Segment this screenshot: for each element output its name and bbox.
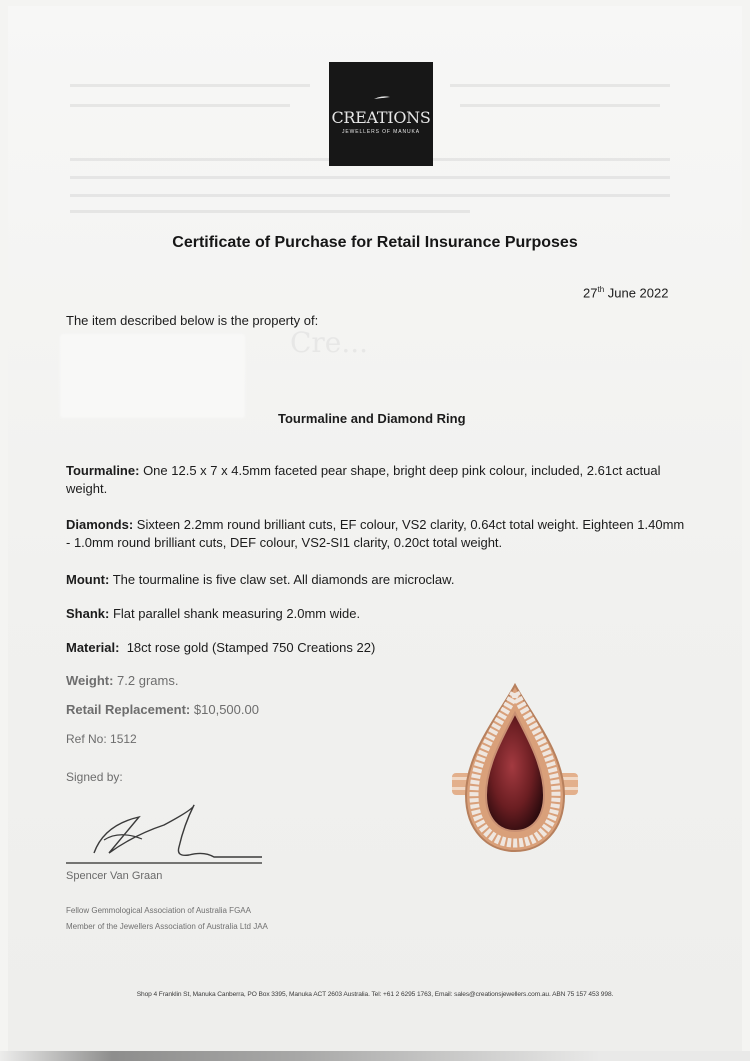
bleed-through-line: [70, 84, 310, 87]
bleed-through-line: [450, 84, 670, 87]
watermark: Cre...: [290, 326, 369, 359]
weight-detail: Weight: 7.2 grams.: [66, 673, 179, 688]
diamonds-detail: Diamonds: Sixteen 2.2mm round brilliant cuts, EF colour, VS2 clarity, 0.64ct total weight. Eighteen 1.40mm - 1.0mm round brilliant cuts, DEF colour, VS2-SI1 clarity, 0.20ct total weight.: [66, 517, 685, 550]
ring-photo: [452, 683, 578, 855]
certificate-date: 27th June 2022: [583, 285, 669, 301]
logo-mark-icon: [373, 95, 391, 101]
material-detail: Material: 18ct rose gold (Stamped 750 Creations 22): [66, 640, 376, 655]
creations-logo: [329, 62, 433, 166]
affiliation-jaa: Member of the Jewellers Association of Australia Ltd JAA: [66, 922, 268, 931]
bleed-through-line: [70, 104, 290, 107]
signed-by-label: Signed by:: [66, 770, 123, 784]
affiliation-fgaa: Fellow Gemmological Association of Australia FGAA: [66, 906, 251, 915]
mount-detail: Mount: The tourmaline is five claw set. All diamonds are microclaw.: [66, 572, 455, 587]
scan-edge: [0, 1051, 750, 1061]
retail-replacement-detail: Retail Replacement: $10,500.00: [66, 702, 259, 717]
shank-detail: Shank: Flat parallel shank measuring 2.0mm wide.: [66, 606, 361, 621]
redacted-owner-details: [60, 334, 245, 418]
bleed-through-line: [460, 104, 660, 107]
item-title: Tourmaline and Diamond Ring: [278, 411, 466, 426]
footer-contact: Shop 4 Franklin St, Manuka Canberra, PO Box 3395, Manuka ACT 2603 Australia. Tel: +61 2 6295 1763, Email: sales@creationsjewellers.com.au. ABN 75 157 453 998.: [136, 991, 614, 998]
bleed-through-line: [70, 176, 670, 179]
signer-name: Spencer Van Graan: [66, 870, 163, 882]
signature-icon: [64, 795, 264, 870]
tourmaline-detail: Tourmaline: One 12.5 x 7 x 4.5mm faceted pear shape, bright deep pink colour, included, 2.61ct actual weight.: [66, 463, 661, 496]
certificate-title: Certificate of Purchase for Retail Insurance Purposes: [172, 234, 578, 251]
property-line: The item described below is the property of:: [66, 313, 319, 328]
logo-name: CREATIONS: [331, 108, 431, 127]
bleed-through-line: [70, 210, 470, 213]
bleed-through-line: [70, 194, 670, 197]
ref-number-detail: Ref No: 1512: [66, 732, 137, 746]
logo-subtitle: JEWELLERS OF MANUKA: [342, 129, 420, 135]
